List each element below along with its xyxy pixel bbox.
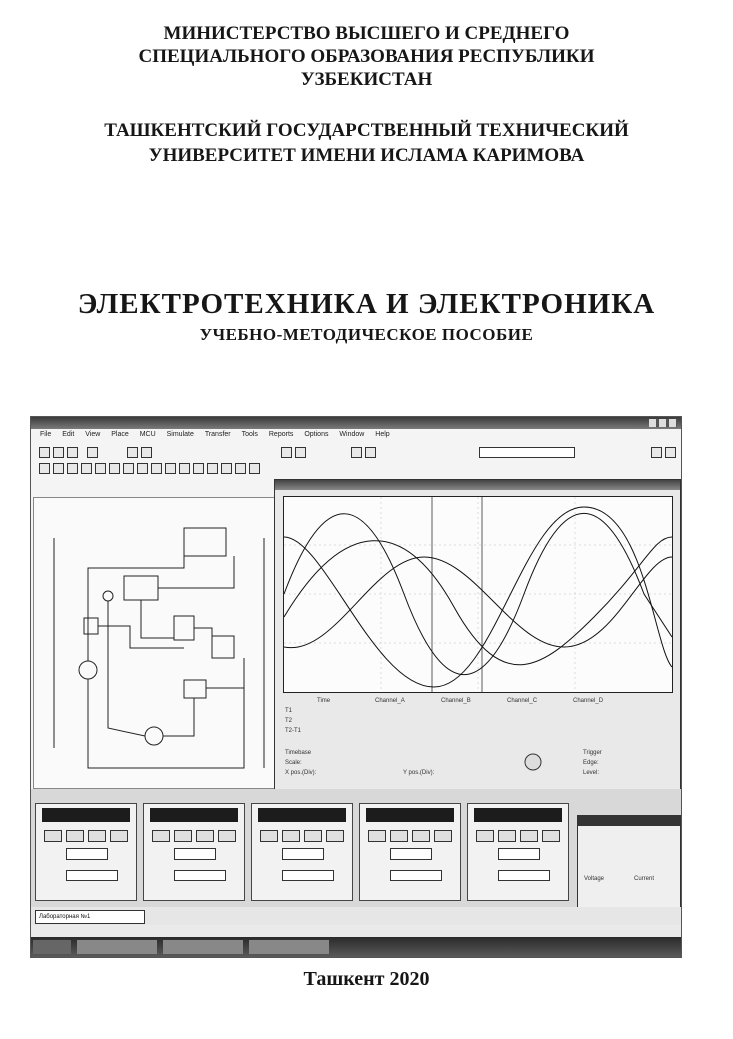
meter-button [498, 830, 516, 842]
university-line: УНИВЕРСИТЕТ ИМЕНИ ИСЛАМА КАРИМОВА [148, 145, 585, 166]
multimeter-panel [251, 803, 353, 901]
ac-dc-selector [498, 848, 540, 860]
meter-button [66, 830, 84, 842]
component-icon [179, 463, 190, 474]
ac-dc-selector [390, 848, 432, 860]
taskbar-item [249, 940, 329, 954]
menu-item: Place [111, 431, 129, 438]
waveform-line [284, 537, 672, 665]
component-icon [193, 463, 204, 474]
multimeter-panel [143, 803, 245, 901]
open-icon [53, 447, 64, 458]
meter-button [434, 830, 452, 842]
control-label: Trigger [583, 750, 602, 756]
oscilloscope-readout [283, 696, 673, 746]
readout-header: Channel_A [375, 698, 405, 704]
menu-item: Help [375, 431, 390, 438]
zoom-icon [127, 447, 138, 458]
tool-icon [281, 447, 292, 458]
meter-button [390, 830, 408, 842]
menu-item: Reports [268, 431, 294, 438]
meter-button [326, 830, 344, 842]
control-label: Scale: [285, 760, 302, 766]
meter-button [260, 830, 278, 842]
window-titlebar [31, 417, 681, 429]
design-tab: Лабораторная №1 [35, 910, 145, 924]
component-icon [67, 463, 78, 474]
control-label: Y pos.(Div): [403, 770, 435, 776]
multimeter-panel [35, 803, 137, 901]
readout-label: T2-T1 [285, 728, 302, 734]
oscilloscope-screen [283, 496, 673, 693]
settings-button [282, 870, 334, 881]
settings-button [66, 870, 118, 881]
component-icon [53, 463, 64, 474]
component-icon [165, 463, 176, 474]
meter-button [110, 830, 128, 842]
meter-button [44, 830, 62, 842]
multimeter-panel [467, 803, 569, 901]
menu-item: Window [339, 431, 365, 438]
zoom-icon [141, 447, 152, 458]
toolbar-components [31, 461, 681, 475]
meter-display [366, 808, 454, 822]
book-subtitle: УЧЕБНО-МЕТОДИЧЕСКОЕ ПОСОБИЕ [199, 325, 534, 344]
component-icon [123, 463, 134, 474]
window-buttons-icon [649, 419, 677, 427]
menu-item: Transfer [204, 431, 231, 438]
run-icon [651, 447, 662, 458]
book-title: ЭЛЕКТРОТЕХНИКА И ЭЛЕКТРОНИКА [77, 288, 656, 320]
control-label: Edge: [583, 760, 599, 766]
meter-display [258, 808, 346, 822]
generator-label: Voltage [584, 876, 605, 882]
readout-header: Channel_C [507, 698, 538, 704]
ministry-line: МИНИСТЕРСТВО ВЫСШЕГО И СРЕДНЕГО [163, 23, 570, 44]
university-heading [0, 118, 733, 168]
save-icon [67, 447, 78, 458]
position-knob-icon [523, 752, 543, 772]
schematic-drawing [34, 498, 274, 788]
meter-button [196, 830, 214, 842]
component-icon [39, 463, 50, 474]
meter-button [476, 830, 494, 842]
ministry-line: СПЕЦИАЛЬНОГО ОБРАЗОВАНИЯ РЕСПУБЛИКИ [138, 46, 595, 67]
tool-icon [295, 447, 306, 458]
university-line: ТАШКЕНТСКИЙ ГОСУДАРСТВЕННЫЙ ТЕХНИЧЕСКИЙ [104, 120, 629, 141]
settings-button [498, 870, 550, 881]
menu-item: File [40, 431, 52, 438]
pause-icon [665, 447, 676, 458]
generator-label: Current [634, 876, 655, 882]
readout-header: Channel_D [573, 698, 604, 704]
settings-button [390, 870, 442, 881]
ministry-line: УЗБЕКИСТАН [300, 69, 433, 90]
tool-icon [351, 447, 362, 458]
toolbar-top [31, 445, 681, 459]
component-icon [109, 463, 120, 474]
meter-display [150, 808, 238, 822]
meter-button [412, 830, 430, 842]
readout-header: Channel_B [441, 698, 471, 704]
meter-button [88, 830, 106, 842]
component-icon [95, 463, 106, 474]
menu-item: View [85, 431, 101, 438]
multimeter-strip [31, 789, 681, 907]
waveform-display [284, 497, 672, 692]
ministry-heading [0, 22, 733, 91]
oscilloscope-window [274, 479, 681, 791]
meter-display [474, 808, 562, 822]
readout-label: T2 [285, 718, 293, 724]
component-icon [249, 463, 260, 474]
component-icon [235, 463, 246, 474]
city-year: Ташкент 2020 [303, 968, 430, 990]
oscilloscope-controls [283, 750, 673, 786]
circuit-schematic [33, 497, 275, 789]
ac-dc-selector [282, 848, 324, 860]
meter-button [174, 830, 192, 842]
meter-button [152, 830, 170, 842]
panel-titlebar [578, 816, 680, 826]
control-label: Timebase [285, 750, 312, 756]
ac-dc-selector [174, 848, 216, 860]
taskbar-item [163, 940, 243, 954]
ac-dc-selector [66, 848, 108, 860]
component-icon [221, 463, 232, 474]
component-icon [151, 463, 162, 474]
meter-button [368, 830, 386, 842]
menu-bar [31, 431, 681, 443]
readout-label: T1 [285, 708, 293, 714]
start-button [33, 940, 71, 954]
component-icon [137, 463, 148, 474]
settings-button [174, 870, 226, 881]
control-label: X pos.(Div): [285, 770, 317, 776]
menu-item: Simulate [166, 431, 194, 438]
meter-button [282, 830, 300, 842]
menu-item: Tools [241, 431, 258, 438]
status-bar [31, 925, 681, 937]
new-icon [39, 447, 50, 458]
meter-button [520, 830, 538, 842]
meter-display [42, 808, 130, 822]
multimeter-panel [359, 803, 461, 901]
oscilloscope-titlebar [275, 480, 680, 490]
menu-item: Edit [62, 431, 75, 438]
windows-taskbar [31, 937, 681, 957]
in-use-list-combo [479, 447, 575, 458]
meter-button [304, 830, 322, 842]
control-label: Level: [583, 770, 600, 776]
meter-button [542, 830, 560, 842]
software-screenshot [30, 416, 682, 958]
menu-item: Options [304, 431, 329, 438]
tool-icon [365, 447, 376, 458]
component-icon [207, 463, 218, 474]
document-tabs [31, 907, 681, 925]
component-icon [81, 463, 92, 474]
menu-item: MCU [139, 431, 156, 438]
meter-button [218, 830, 236, 842]
function-generator-panel [577, 815, 681, 909]
readout-header: Time [317, 698, 331, 704]
print-icon [87, 447, 98, 458]
taskbar-item [77, 940, 157, 954]
